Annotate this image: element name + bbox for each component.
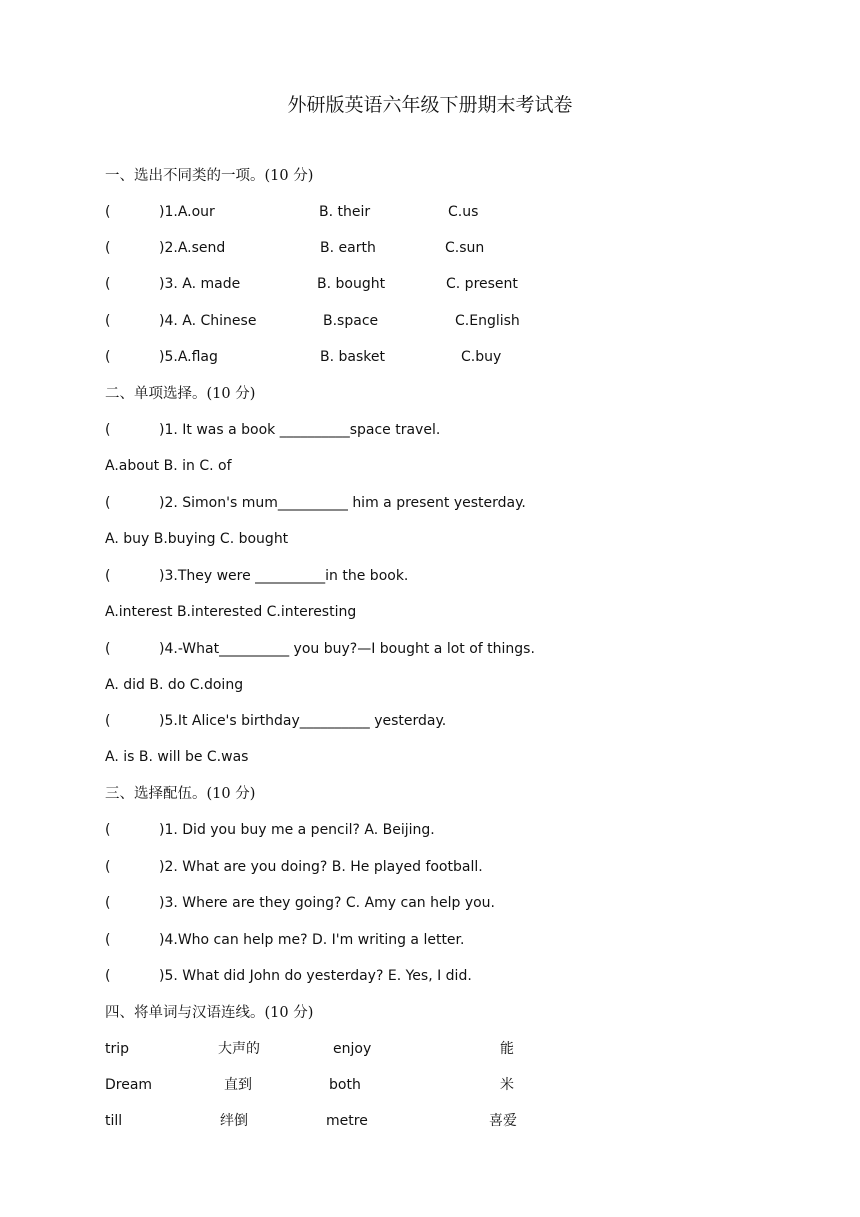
section2-options-3: A.interest B.interested C.interesting (105, 604, 357, 620)
english-word: both (329, 1077, 361, 1093)
option-c: C.sun (445, 240, 485, 256)
exam-page: 外研版英语六年级下册期末考试卷 一、选出不同类的一项。(10 分) ( )1.A.our B. their C.us ( )2.A.send B. earth C.sun ( )3. A. made B. bought C. present ( )4. A. Chinese B.space C.English ( )5.A.flag B. basket C.buy 二、单项选择。(10 分) ( )1. It was a book __________space travel. A.about B. in C. of ( )2. Simon's mum__________ him a present yesterday. A. buy B.buying C. bought ( )3.They were __________in the book. A.interest B.interested C.interesting ( )4.-What__________ you buy?—I bought a lot of things. A. did B. do C.doing ( )5.It Alice's birthday__________ yesterday. A. is B. will be C.was 三、选择配伍。(10 分) ( )1. Did you buy me a pencil? A. Beijing. ( )2. What are you doing? B. He played football. ( )3. Where are they going? C. Amy can help you. ( )4.Who can help me? D. I'm writing a letter. ( )5. What did John do yesterday? E. Yes, I did. 四、将单词与汉语连线。(10 分) trip 大声的 enjoy 能 Dream 直到 both 米 till 绊倒 metre 喜爱 (0, 0, 860, 1217)
option-b: B. basket (320, 349, 385, 365)
option-c: C. present (446, 276, 518, 292)
item-text: )5.A.flag (159, 349, 218, 365)
item-text: )5. What did John do yesterday? E. Yes, I did. (159, 968, 472, 984)
chinese-word: 能 (500, 1041, 514, 1057)
item-text: )4.Who can help me? D. I'm writing a letter. (159, 932, 465, 948)
english-word: trip (105, 1041, 130, 1057)
item-text: )2. What are you doing? B. He played football. (159, 859, 483, 875)
option-b: B. their (319, 204, 371, 220)
section2-options-5: A. is B. will be C.was (105, 749, 249, 765)
option-b: B.space (323, 313, 379, 329)
item-text: )1. Did you buy me a pencil? A. Beijing. (159, 822, 435, 838)
section3-heading: 三、选择配伍。(10 分) (105, 786, 256, 802)
question-text: )2. Simon's mum__________ him a present yesterday. (159, 495, 526, 511)
chinese-word: 米 (500, 1077, 514, 1093)
section2-heading: 二、单项选择。(10 分) (105, 386, 256, 402)
section2-options-4: A. did B. do C.doing (105, 677, 244, 693)
item-text: )4. A. Chinese (159, 313, 257, 329)
option-c: C.English (455, 313, 520, 329)
question-text: )1. It was a book __________space travel. (159, 422, 441, 438)
item-text: )1.A.our (159, 204, 215, 220)
chinese-word: 直到 (224, 1077, 252, 1093)
english-word: enjoy (333, 1041, 372, 1057)
option-b: B. bought (317, 276, 386, 292)
question-text: )5.It Alice's birthday__________ yesterday. (159, 713, 447, 729)
section4-heading: 四、将单词与汉语连线。(10 分) (105, 1005, 314, 1021)
option-c: C.us (448, 204, 479, 220)
option-b: B. earth (320, 240, 376, 256)
section1-heading: 一、选出不同类的一项。(10 分) (105, 168, 314, 184)
section2-options-2: A. buy B.buying C. bought (105, 531, 289, 547)
english-word: metre (326, 1113, 368, 1129)
option-c: C.buy (461, 349, 502, 365)
chinese-word: 喜爱 (489, 1113, 517, 1129)
item-text: )2.A.send (159, 240, 226, 256)
english-word: till (105, 1113, 123, 1129)
question-text: )4.-What__________ you buy?—I bought a lot of things. (159, 641, 535, 657)
item-text: )3. Where are they going? C. Amy can help you. (159, 895, 496, 911)
page-title: 外研版英语六年级下册期末考试卷 (287, 94, 573, 116)
chinese-word: 大声的 (218, 1041, 260, 1057)
chinese-word: 绊倒 (220, 1113, 248, 1129)
english-word: Dream (105, 1077, 153, 1093)
question-text: )3.They were __________in the book. (159, 568, 409, 584)
section2-options-1: A.about B. in C. of (105, 458, 232, 474)
item-text: )3. A. made (159, 276, 241, 292)
